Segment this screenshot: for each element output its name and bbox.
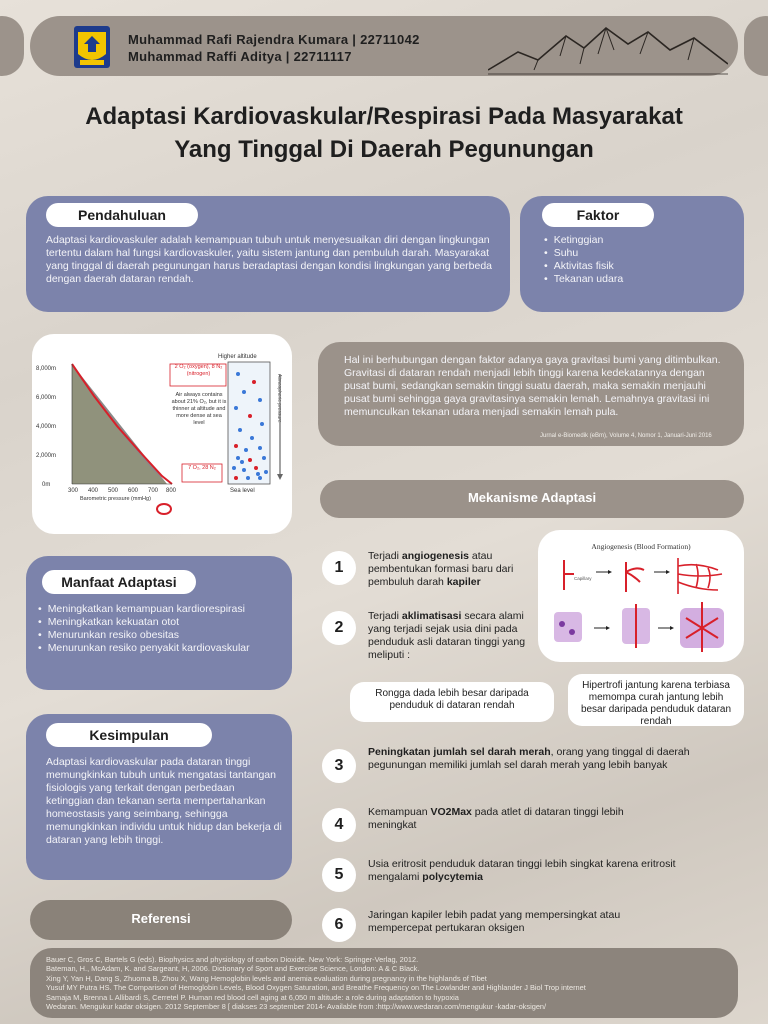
step-1-text <box>368 550 528 589</box>
step-number: 6 <box>322 908 356 942</box>
faktor-item: • Suhu <box>544 247 734 260</box>
reference-item: Xing Y, Yan H, Dang S, Zhuoma B, Zhou X, Wang Hemoglobin levels and anemia evaluation during pregnancy in the highlands of Tibet <box>46 973 487 983</box>
referensi-label: Referensi <box>131 911 191 926</box>
altitude-figure <box>32 334 292 534</box>
step-text-part: secara alami yang terjadi sejak usia dini pada penduduk asli dataran tinggi yang meliputi : <box>368 610 526 661</box>
manfaat-item: • Menurunkan resiko obesitas <box>38 629 288 642</box>
x-tick: 300 <box>68 488 79 494</box>
author-2: Muhammad Raffi Aditya | 22711117 <box>128 49 352 64</box>
y-tick: 0m <box>42 482 51 488</box>
higher-altitude-label: Higher altitude <box>218 354 257 360</box>
capillary-label: Capillary <box>574 576 592 581</box>
reference-item: Bateman, H., McAdam, K. and Sargeant, H, 2006. Dictionary of Sport and Exercise Science, London: A & C Black. <box>46 964 420 974</box>
step-6-text: Jaringan kapiler lebih padat yang mempersingkat atau mempercepat pertukaran oksigen <box>368 909 621 934</box>
manfaat-item: • Menurunkan resiko penyakit kardiovaskular <box>38 642 288 655</box>
atmospheric-pressure-label: Atmospheric pressure <box>276 374 282 423</box>
title-line-2: Yang Tinggal Di Daerah Pegunungan <box>174 136 594 163</box>
manfaat-list <box>38 603 288 655</box>
x-tick: 500 <box>108 488 119 494</box>
top-gas-label: 2 O₂ (oxygen), 8 N₂ (nitrogen) <box>174 364 223 377</box>
header-side-left <box>0 16 24 76</box>
step-text-part: Terjadi <box>368 610 402 622</box>
y-tick: 6,000m <box>36 395 57 401</box>
angiogenesis-illustration <box>546 552 736 656</box>
faktor-item: • Tekanan udara <box>544 273 734 286</box>
step-number: 5 <box>322 858 356 892</box>
kesimpulan-text: Adaptasi kardiovaskular pada dataran tinggi memungkinkan tubuh untuk mengatasi tantangan fisiologis yang terkait dengan perbedaan ketinggian dan tekanan serta mempertahankan homeostasis yang seimbang, sehingga memungkinkan individu untuk hidup dan bekerja di dataran yang lebih tinggi. <box>46 756 282 846</box>
step-text-bold: kapiler <box>446 576 481 588</box>
step-number: 1 <box>322 551 356 585</box>
faktor-label: Faktor <box>542 203 654 227</box>
reference-item: Samaja M, Brenna L Allibardi S, Cerretel P. Human red blood cell aging at 6,050 m altitude: a role during adaptation to hypoxia <box>46 992 459 1002</box>
bottom-gas-label: 7 O₂, 28 N₂ <box>188 465 216 471</box>
step-text-bold: angiogenesis <box>401 550 469 562</box>
air-note: Air always contains about 21% O₂, but it is thinner at altitude and more dense at sea level <box>171 392 227 426</box>
gravitasi-source: Jurnal e-Biomedik (eBm), Volume 4, Nomor 1, Januari-Juni 2016 <box>540 433 712 439</box>
header-side-right <box>744 16 768 76</box>
y-tick: 4,000m <box>36 424 57 430</box>
bubble-left: Rongga dada lebih besar daripada penduduk di dataran rendah <box>350 682 554 722</box>
step-3-text <box>368 746 698 772</box>
step-number: 3 <box>322 749 356 783</box>
x-tick: 400 <box>88 488 99 494</box>
gravitasi-text: Hal ini berhubungan dengan faktor adanya gaya gravitasi bumi yang ditimbulkan. Gravitasi di dataran rendah menjadi lebih tinggi karena kedekatannya dengan pusat bumi, sedangkan semakin tinggi suatu daerah, maka semakin menjauhi pusat bumi sehingga gaya gravitasinya semakin lemah. Lemahnya gravitasi ini memunculkan tekanan udara menjadi semakin lemah pula. <box>344 354 721 418</box>
step-text-part: atau pembentukan formasi baru dari pembuluh darah <box>368 550 514 588</box>
x-axis-label: Barometric pressure (mmHg) <box>80 496 151 502</box>
reference-item: Wedaran. Mengukur kadar oksigen. 2012 September 8 [ diakses 23 september 2014- Available from :http://www.wedaran.com/mengukur -kadar-oksigen/ <box>46 1002 547 1012</box>
reference-item: Yusuf MY Putra HS. The Comparison of Hemoglobin Levels, Blood Oxygen Saturation, and Breathe Frequency on The Lowlander and Highlander J Biol Trop internet <box>46 983 586 993</box>
x-tick: 800 <box>166 488 177 494</box>
title-line-1: Adaptasi Kardiovaskular/Respirasi Pada Masyarakat <box>85 103 683 130</box>
x-tick: 600 <box>128 488 139 494</box>
bubble-right: Hipertrofi jantung karena terbiasa memompa curah jantung lebih besar daripada penduduk dataran rendah <box>568 674 744 726</box>
step-4-text <box>368 806 668 832</box>
manfaat-item: • Meningkatkan kekuatan otot <box>38 616 288 629</box>
mekanisme-label: Mekanisme Adaptasi <box>467 490 597 505</box>
step-text-part: , orang yang tinggal di daerah pegunungan memiliki jumlah sel darah merah yang lebih banyak <box>368 746 690 771</box>
kesimpulan-label: Kesimpulan <box>46 723 212 747</box>
pendahuluan-label: Pendahuluan <box>46 203 198 227</box>
angiogenesis-title: Angiogenesis (Blood Formation) <box>591 542 691 551</box>
step-text-bold: Peningkatan jumlah sel darah merah <box>368 746 551 758</box>
y-tick: 2,000m <box>36 453 57 459</box>
referensi-list <box>30 948 738 1018</box>
mountains-illustration-icon <box>488 20 728 76</box>
step-text-part: pada atlet di dataran tinggi lebih meningkat <box>368 806 624 831</box>
step-text-bold: VO2Max <box>430 806 472 818</box>
faktor-item: • Aktivitas fisik <box>544 260 734 273</box>
manfaat-label: Manfaat Adaptasi <box>42 570 196 594</box>
step-text-part: Usia eritrosit penduduk dataran tinggi lebih singkat karena eritrosit mengalami <box>368 858 676 883</box>
faktor-list <box>544 234 734 286</box>
sea-level-label: Sea level <box>230 488 255 494</box>
step-text-bold: aklimatisasi <box>401 610 462 622</box>
university-logo-icon <box>72 24 112 70</box>
step-text-part: Kemampuan <box>368 806 431 818</box>
author-1: Muhammad Rafi Rajendra Kumara | 22711042 <box>128 32 420 47</box>
poster-title <box>20 100 748 166</box>
highlight-circle <box>157 504 171 514</box>
x-tick: 700 <box>148 488 159 494</box>
pendahuluan-text: Adaptasi kardiovaskuler adalah kemampuan tubuh untuk menyesuaikan diri dengan lingkungan tertentu dalam hal fungsi kardiovaskuler, yaitu sistem jantung dan pembuluh darah. Masyarakat yang tinggal di daerah pegunungan harus beradaptasi dengan kondisi lingkungan yang berbeda dengan daerah dataran rendah. <box>46 234 493 285</box>
step-5-text <box>368 858 698 884</box>
faktor-item: • Ketinggian <box>544 234 734 247</box>
step-number: 2 <box>322 611 356 645</box>
step-number: 4 <box>322 808 356 842</box>
y-tick: 8,000m <box>36 366 57 372</box>
manfaat-item: • Meningkatkan kemampuan kardiorespirasi <box>38 603 288 616</box>
step-2-text <box>368 610 534 662</box>
reference-item: Bauer C, Gros C, Bartels G (eds). Biophysics and physiology of carbon Dioxide. New York: Springer-Verlag, 2012. <box>46 955 419 964</box>
step-text-part: Terjadi <box>368 550 402 562</box>
step-text-bold: polycytemia <box>422 871 483 883</box>
